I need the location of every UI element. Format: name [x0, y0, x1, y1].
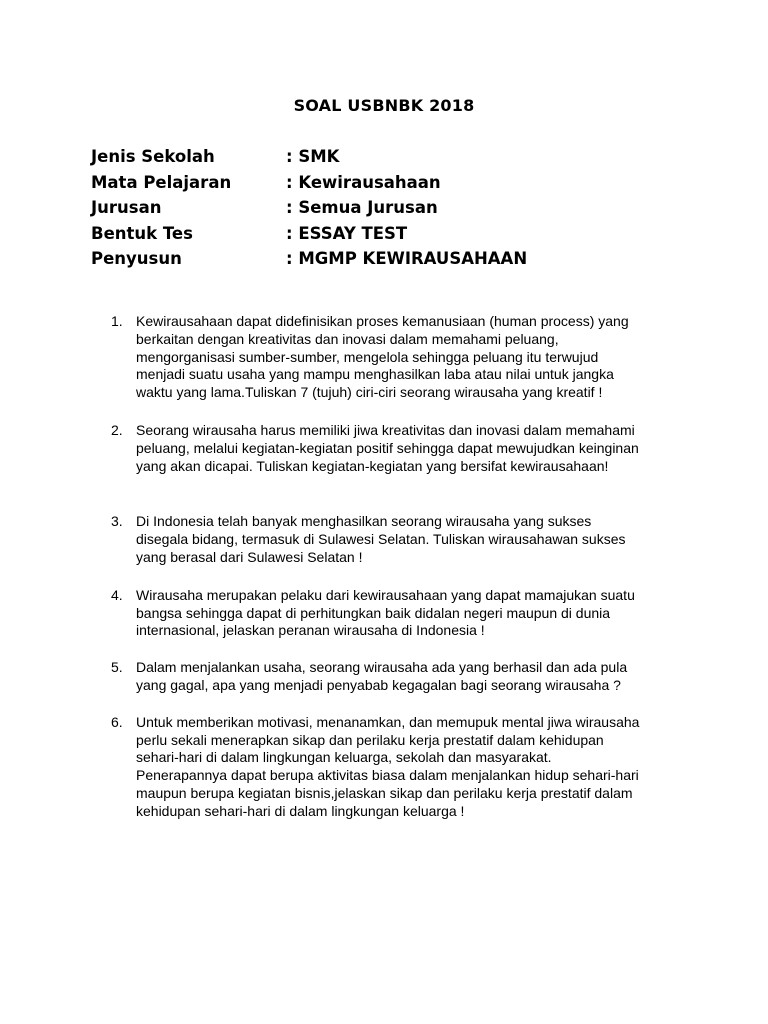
- question-list: [111, 313, 691, 821]
- question-number: 4.: [111, 586, 123, 603]
- meta-label: Jurusan: [91, 198, 162, 218]
- question-text-line: maupun berupa kegiatan bisnis,jelaskan sikap dan perilaku kerja prestatif dalam: [136, 784, 633, 801]
- meta-row-major: [91, 195, 527, 221]
- meta-value: : MGMP KEWIRAUSAHAAN: [286, 249, 528, 269]
- question-item: [111, 422, 691, 475]
- question-number: 3.: [111, 513, 123, 530]
- question-text-line: peluang, melalui kegiatan-kegiatan positif sehingga dapat mewujudkan keinginan: [136, 439, 639, 456]
- question-text-line: Penerapannya dapat berupa aktivitas biasa dalam menjalankan hidup sehari-hari: [136, 767, 639, 784]
- document-meta: [91, 144, 527, 272]
- document-title: SOAL USBNBK 2018: [293, 96, 475, 115]
- question-text-line: sehari-hari di dalam lingkungan keluarga, sekolah dan masyarakat.: [136, 749, 552, 766]
- meta-row-author: [91, 246, 527, 272]
- meta-label: Penyusun: [91, 249, 182, 269]
- question-text-line: Dalam menjalankan usaha, seorang wirausaha ada yang berhasil dan ada pula: [136, 659, 628, 676]
- question-text-line: bangsa sehingga dapat di perhitungkan baik didalan negeri maupun di dunia: [136, 604, 611, 621]
- meta-value: : ESSAY TEST: [286, 223, 408, 243]
- question-item: [111, 313, 691, 402]
- question-item: [111, 659, 691, 695]
- question-item: [111, 513, 691, 566]
- question-text-line: Untuk memberikan motivasi, menanamkan, dan memupuk mental jiwa wirausaha: [136, 713, 640, 730]
- question-number: 2.: [111, 421, 123, 438]
- question-text-line: internasional, jelaskan peranan wirausaha di Indonesia !: [136, 622, 485, 639]
- question-text-line: disegala bidang, termasuk di Sulawesi Selatan. Tuliskan wirausahawan sukses: [136, 531, 626, 548]
- question-text-line: kehidupan sehari-hari di dalam lingkungan keluarga !: [136, 802, 465, 819]
- question-number: 5.: [111, 659, 123, 676]
- question-text-line: waktu yang lama.Tuliskan 7 (tujuh) ciri-ciri seorang wirausaha yang kreatif !: [136, 384, 603, 401]
- meta-label: Jenis Sekolah: [91, 147, 215, 167]
- meta-row-subject: [91, 170, 527, 196]
- question-item: [111, 714, 691, 821]
- meta-row-test-form: [91, 221, 527, 247]
- meta-value: : SMK: [286, 147, 340, 167]
- question-text-line: Di Indonesia telah banyak menghasilkan seorang wirausaha yang sukses: [136, 513, 592, 530]
- meta-label: Bentuk Tes: [91, 223, 193, 243]
- question-text-line: menjadi suatu usaha yang mampu menghasilkan laba atau nilai untuk jangka: [136, 366, 614, 383]
- question-text-line: Kewirausahaan dapat didefinisikan proses kemanusiaan (human process) yang: [136, 313, 629, 329]
- meta-label: Mata Pelajaran: [91, 172, 232, 192]
- meta-value: : Kewirausahaan: [286, 172, 441, 192]
- question-text-line: Seorang wirausaha harus memiliki jiwa kreativitas dan inovasi dalam memahami: [136, 421, 635, 438]
- meta-value: : Semua Jurusan: [286, 198, 438, 218]
- question-text-line: yang gagal, apa yang menjadi penyabab kegagalan bagi seorang wirausaha ?: [136, 676, 621, 693]
- question-text-line: yang akan dicapai. Tuliskan kegiatan-kegiatan yang bersifat kewirausahaan!: [136, 457, 609, 474]
- question-number: 6.: [111, 713, 123, 730]
- question-text-line: mengorganisasi sumber-sumber, mengelola sehingga peluang itu terwujud: [136, 348, 599, 365]
- question-text-line: perlu sekali menerapkan sikap dan perilaku kerja prestatif dalam kehidupan: [136, 731, 604, 748]
- question-number: 1.: [111, 313, 123, 329]
- question-text-line: berkaitan dengan kreativitas dan inovasi dalam memahami peluang,: [136, 330, 559, 347]
- question-text-line: yang berasal dari Sulawesi Selatan !: [136, 548, 363, 565]
- question-item: [111, 587, 691, 640]
- question-text-line: Wirausaha merupakan pelaku dari kewirausahaan yang dapat mamajukan suatu: [136, 586, 635, 603]
- meta-row-school-type: [91, 144, 527, 170]
